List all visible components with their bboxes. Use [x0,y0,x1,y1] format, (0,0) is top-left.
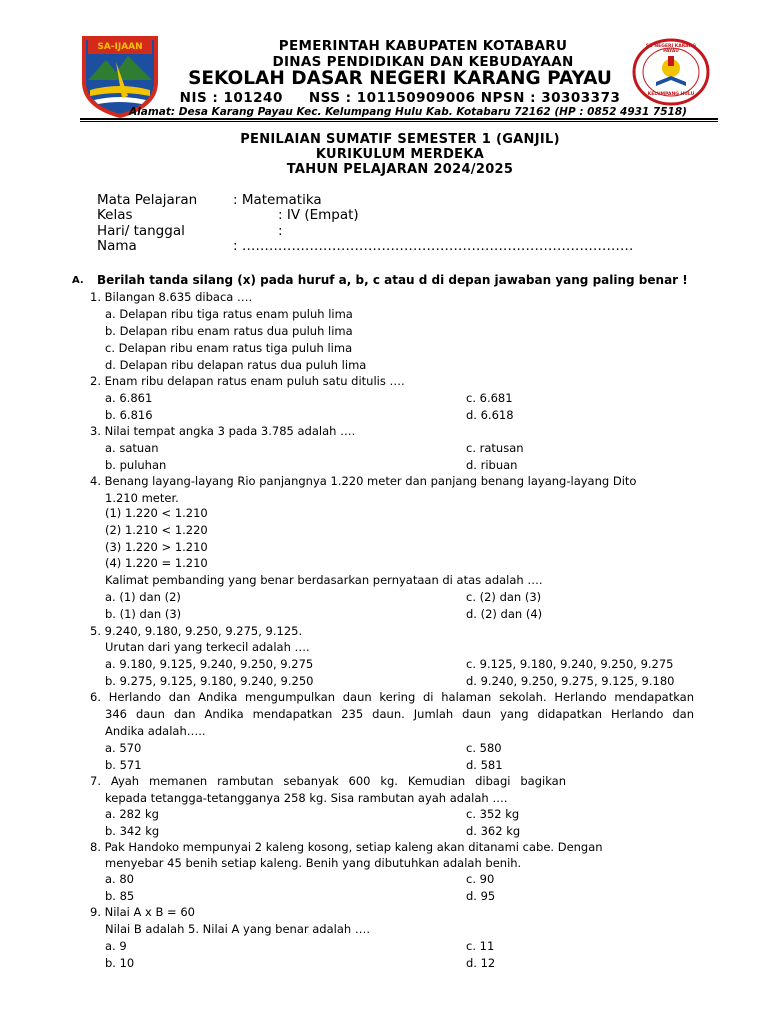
name-label: Nama [97,238,137,254]
q8-option-a[interactable]: a. 80 [105,872,134,886]
question-8-line2: menyebar 45 benih setiap kaleng. Benih yang dibutuhkan adalah benih. [105,856,522,870]
q3-option-a[interactable]: a. satuan [105,441,159,455]
question-4-cont: 1.210 meter. [105,491,179,505]
date-field[interactable]: : [278,223,283,239]
q4-option-b[interactable]: b. (1) dan (3) [105,607,182,621]
header-school-ids: NIS : 101240 NSS : 101150909006 NPSN : 30303373 [179,90,621,106]
exam-title: PENILAIAN SUMATIF SEMESTER 1 (GANJIL) [240,132,560,147]
q8-option-b[interactable]: b. 85 [105,889,135,903]
q1-option-d[interactable]: d. Delapan ribu delapan ratus dua puluh lima [105,358,367,372]
school-logo-top-text: SD NEGERI KARANG PAYAU [645,44,697,54]
q1-option-a[interactable]: a. Delapan ribu tiga ratus enam puluh lima [105,307,353,321]
q4-statement-2: (2) 1.210 < 1.220 [105,523,208,537]
q4-option-a[interactable]: a. (1) dan (2) [105,590,181,604]
question-6-line3: Andika adalah….. [105,724,206,738]
q9-option-a[interactable]: a. 9 [105,939,127,953]
question-6-line2: 346 daun dan Andika mendapatkan 235 daun. Jumlah daun yang didapatkan Herlando dan [105,707,694,721]
question-9-line2: Nilai B adalah 5. Nilai A yang benar adalah …. [105,922,370,936]
q3-option-b[interactable]: b. puluhan [105,458,167,472]
q7-option-c[interactable]: c. 352 kg [466,807,520,821]
regency-logo-text: SA-IJAAN [97,42,143,52]
header-government: PEMERINTAH KABUPATEN KOTABARU [278,38,568,54]
q1-option-b[interactable]: b. Delapan ribu enam ratus dua puluh lima [105,324,353,338]
question-4-prompt: Kalimat pembanding yang benar berdasarkan pernyataan di atas adalah …. [105,573,543,587]
q5-option-d[interactable]: d. 9.240, 9.250, 9.275, 9.125, 9.180 [466,674,675,688]
question-7: 7. Ayah memanen rambutan sebanyak 600 kg. Kemudian dibagi bagikan [90,774,566,788]
q4-statement-3: (3) 1.220 > 1.210 [105,540,208,554]
header-address: Alamat: Desa Karang Payau Kec. Kelumpang Hulu Kab. Kotabaru 72162 (HP : 0852 4931 7518) [129,106,687,118]
q7-option-a[interactable]: a. 282 kg [105,807,159,821]
q2-option-c[interactable]: c. 6.681 [466,391,513,405]
name-field[interactable]: : …………………………………………………………………………… [233,238,634,254]
q9-option-b[interactable]: b. 10 [105,956,135,970]
subject-label: Mata Pelajaran [97,192,198,208]
class-label: Kelas [97,207,133,223]
header-school-name: SEKOLAH DASAR NEGERI KARANG PAYAU [188,68,612,89]
q7-option-b[interactable]: b. 342 kg [105,824,160,838]
question-8: 8. Pak Handoko mempunyai 2 kaleng kosong, setiap kaleng akan ditanami cabe. Dengan [90,840,603,854]
q3-option-c[interactable]: c. ratusan [466,441,524,455]
question-4: 4. Benang layang-layang Rio panjangnya 1.220 meter dan panjang benang layang-layang Dito [90,474,637,488]
q3-option-d[interactable]: d. ribuan [466,458,518,472]
q6-option-c[interactable]: c. 580 [466,741,502,755]
header-rule-thin [80,121,718,122]
q4-statement-1: (1) 1.220 < 1.210 [105,506,208,520]
q8-option-d[interactable]: d. 95 [466,889,496,903]
q8-option-c[interactable]: c. 90 [466,872,495,886]
subject-value: : Matematika [233,192,322,208]
q5-option-b[interactable]: b. 9.275, 9.125, 9.180, 9.240, 9.250 [105,674,314,688]
question-5-prompt: Urutan dari yang terkecil adalah …. [105,640,310,654]
curriculum-title: KURIKULUM MERDEKA [315,147,485,162]
question-9: 9. Nilai A x B = 60 [90,905,195,919]
question-6: 6. Herlando dan Andika mengumpulkan daun kering di halaman sekolah. Herlando mendapatkan [90,690,694,704]
q6-option-a[interactable]: a. 570 [105,741,142,755]
q2-option-b[interactable]: b. 6.816 [105,408,153,422]
question-7-line2: kepada tetangga-tetangganya 258 kg. Sisa rambutan ayah adalah …. [105,791,508,805]
q1-option-c[interactable]: c. Delapan ribu enam ratus tiga puluh lima [105,341,353,355]
q4-statement-4: (4) 1.220 = 1.210 [105,556,208,570]
q2-option-a[interactable]: a. 6.861 [105,391,153,405]
date-label: Hari/ tanggal [97,223,185,239]
q2-option-d[interactable]: d. 6.618 [466,408,514,422]
section-instruction: Berilah tanda silang (x) pada huruf a, b, c atau d di depan jawaban yang paling benar ! [97,273,688,287]
class-value: : IV (Empat) [278,207,359,223]
section-marker: A. [72,275,84,286]
question-1: 1. Bilangan 8.635 dibaca …. [90,290,253,304]
q6-option-d[interactable]: d. 581 [466,758,503,772]
header-rule-thick [80,118,718,120]
q9-option-c[interactable]: c. 11 [466,939,495,953]
q9-option-d[interactable]: d. 12 [466,956,496,970]
academic-year: TAHUN PELAJARAN 2024/2025 [286,162,514,177]
question-3: 3. Nilai tempat angka 3 pada 3.785 adalah …. [90,424,356,438]
q5-option-c[interactable]: c. 9.125, 9.180, 9.240, 9.250, 9.275 [466,657,674,671]
question-5: 5. 9.240, 9.180, 9.250, 9.275, 9.125. [90,624,303,638]
q6-option-b[interactable]: b. 571 [105,758,142,772]
q4-option-d[interactable]: d. (2) dan (4) [466,607,543,621]
q5-option-a[interactable]: a. 9.180, 9.125, 9.240, 9.250, 9.275 [105,657,314,671]
header-department: DINAS PENDIDIKAN DAN KEBUDAYAAN [272,54,574,70]
school-logo-bottom-text: KELUMPANG HULU [647,92,695,97]
q4-option-c[interactable]: c. (2) dan (3) [466,590,542,604]
question-2: 2. Enam ribu delapan ratus enam puluh satu ditulis …. [90,374,405,388]
q7-option-d[interactable]: d. 362 kg [466,824,521,838]
